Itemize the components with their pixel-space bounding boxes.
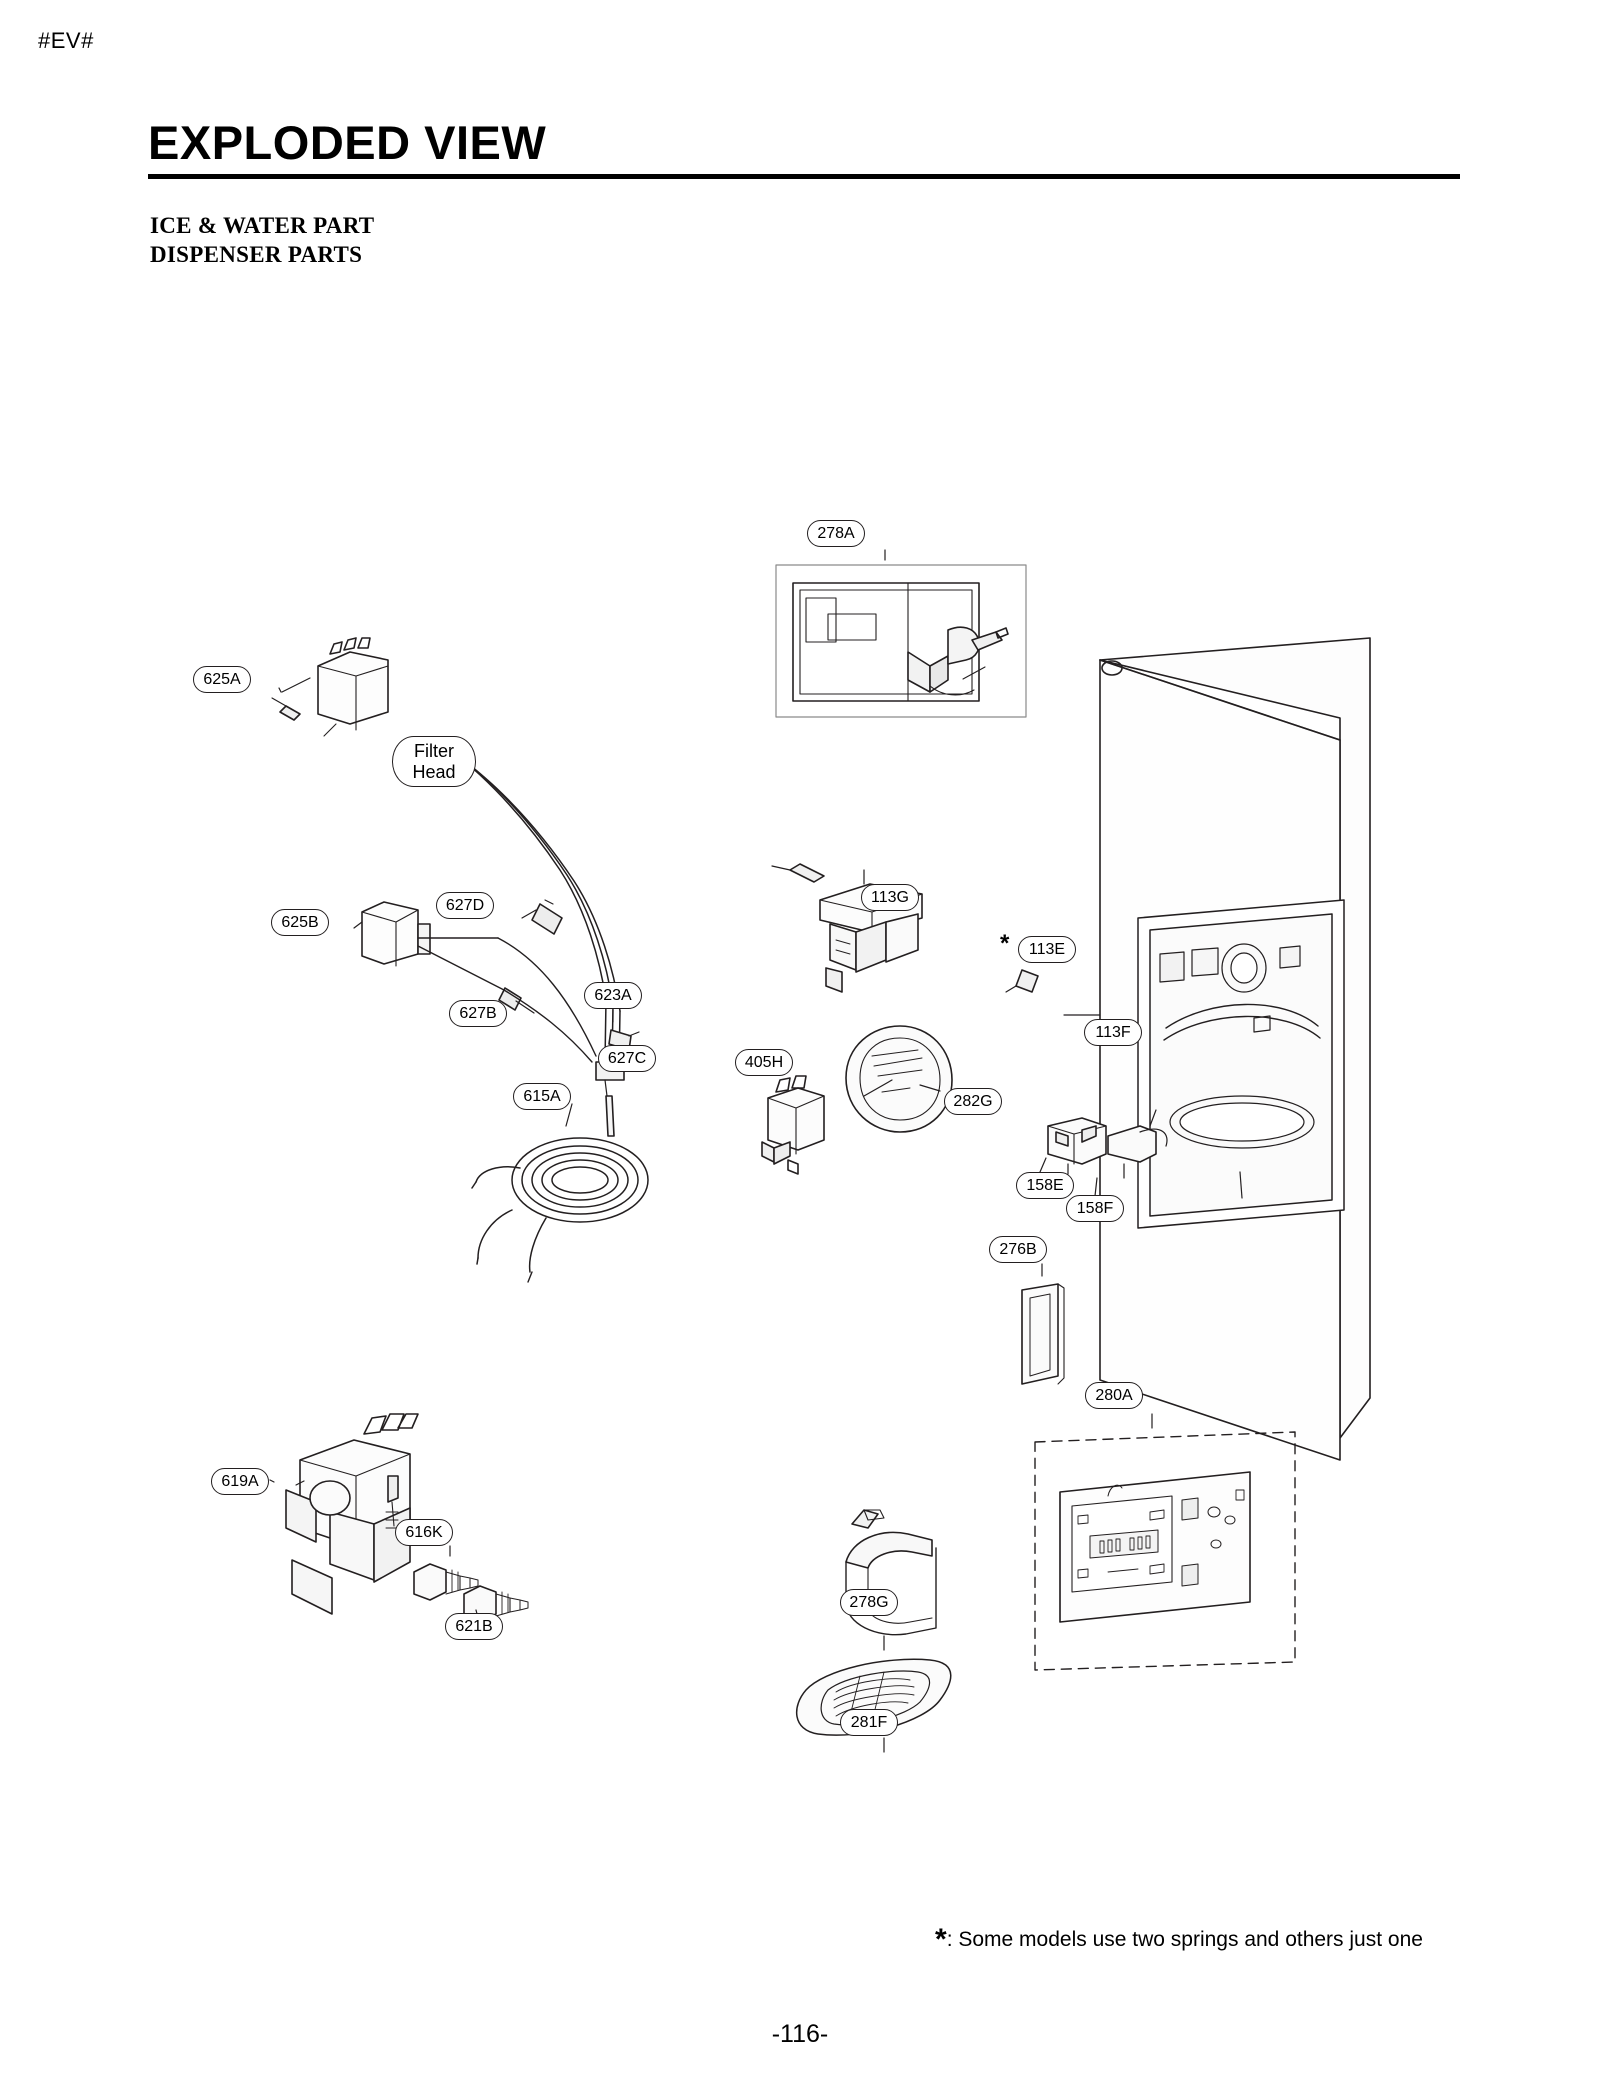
- callout-627C[interactable]: 627C: [598, 1045, 656, 1072]
- callout-113E[interactable]: 113E: [1018, 936, 1076, 963]
- callout-405H[interactable]: 405H: [735, 1049, 793, 1076]
- callout-621B[interactable]: 621B: [445, 1613, 503, 1640]
- page-number: -116-: [771, 2020, 829, 2048]
- callout-615A[interactable]: 615A: [513, 1083, 571, 1110]
- callout-627D[interactable]: 627D: [436, 892, 494, 919]
- page-title: EXPLODED VIEW: [148, 116, 547, 169]
- callout-281F[interactable]: 281F: [840, 1709, 898, 1736]
- corner-tag: #EV#: [38, 28, 94, 53]
- callout-625B[interactable]: 625B: [271, 909, 329, 936]
- callout-158E[interactable]: 158E: [1016, 1172, 1074, 1199]
- callout-113G[interactable]: 113G: [861, 884, 919, 911]
- callout-282G[interactable]: 282G: [944, 1088, 1002, 1115]
- footnote-text: : Some models use two springs and others just one: [946, 1928, 1423, 1951]
- callout-619A[interactable]: 619A: [211, 1468, 269, 1495]
- callout-278A[interactable]: 278A: [807, 520, 865, 547]
- subtitle-line-2: DISPENSER PARTS: [150, 241, 363, 267]
- filter-head-label: [392, 736, 476, 787]
- callout-627B[interactable]: 627B: [449, 1000, 507, 1027]
- callout-623A[interactable]: 623A: [584, 982, 642, 1009]
- subtitle-line-1: ICE & WATER PART: [150, 213, 375, 238]
- callout-278G[interactable]: 278G: [840, 1589, 898, 1616]
- callout-158F[interactable]: 158F: [1066, 1195, 1124, 1222]
- callout-616K[interactable]: 616K: [395, 1519, 453, 1546]
- callout-113F[interactable]: 113F: [1084, 1019, 1142, 1046]
- footnote-asterisk: *: [935, 1923, 947, 1956]
- callout-625A[interactable]: 625A: [193, 666, 251, 693]
- filter-head-line-1: Filter: [414, 741, 454, 761]
- filter-head-line-2: Head: [412, 761, 456, 782]
- asterisk-marker-113E: *: [1000, 930, 1010, 957]
- callout-280A[interactable]: 280A: [1085, 1382, 1143, 1409]
- callout-276B[interactable]: 276B: [989, 1236, 1047, 1263]
